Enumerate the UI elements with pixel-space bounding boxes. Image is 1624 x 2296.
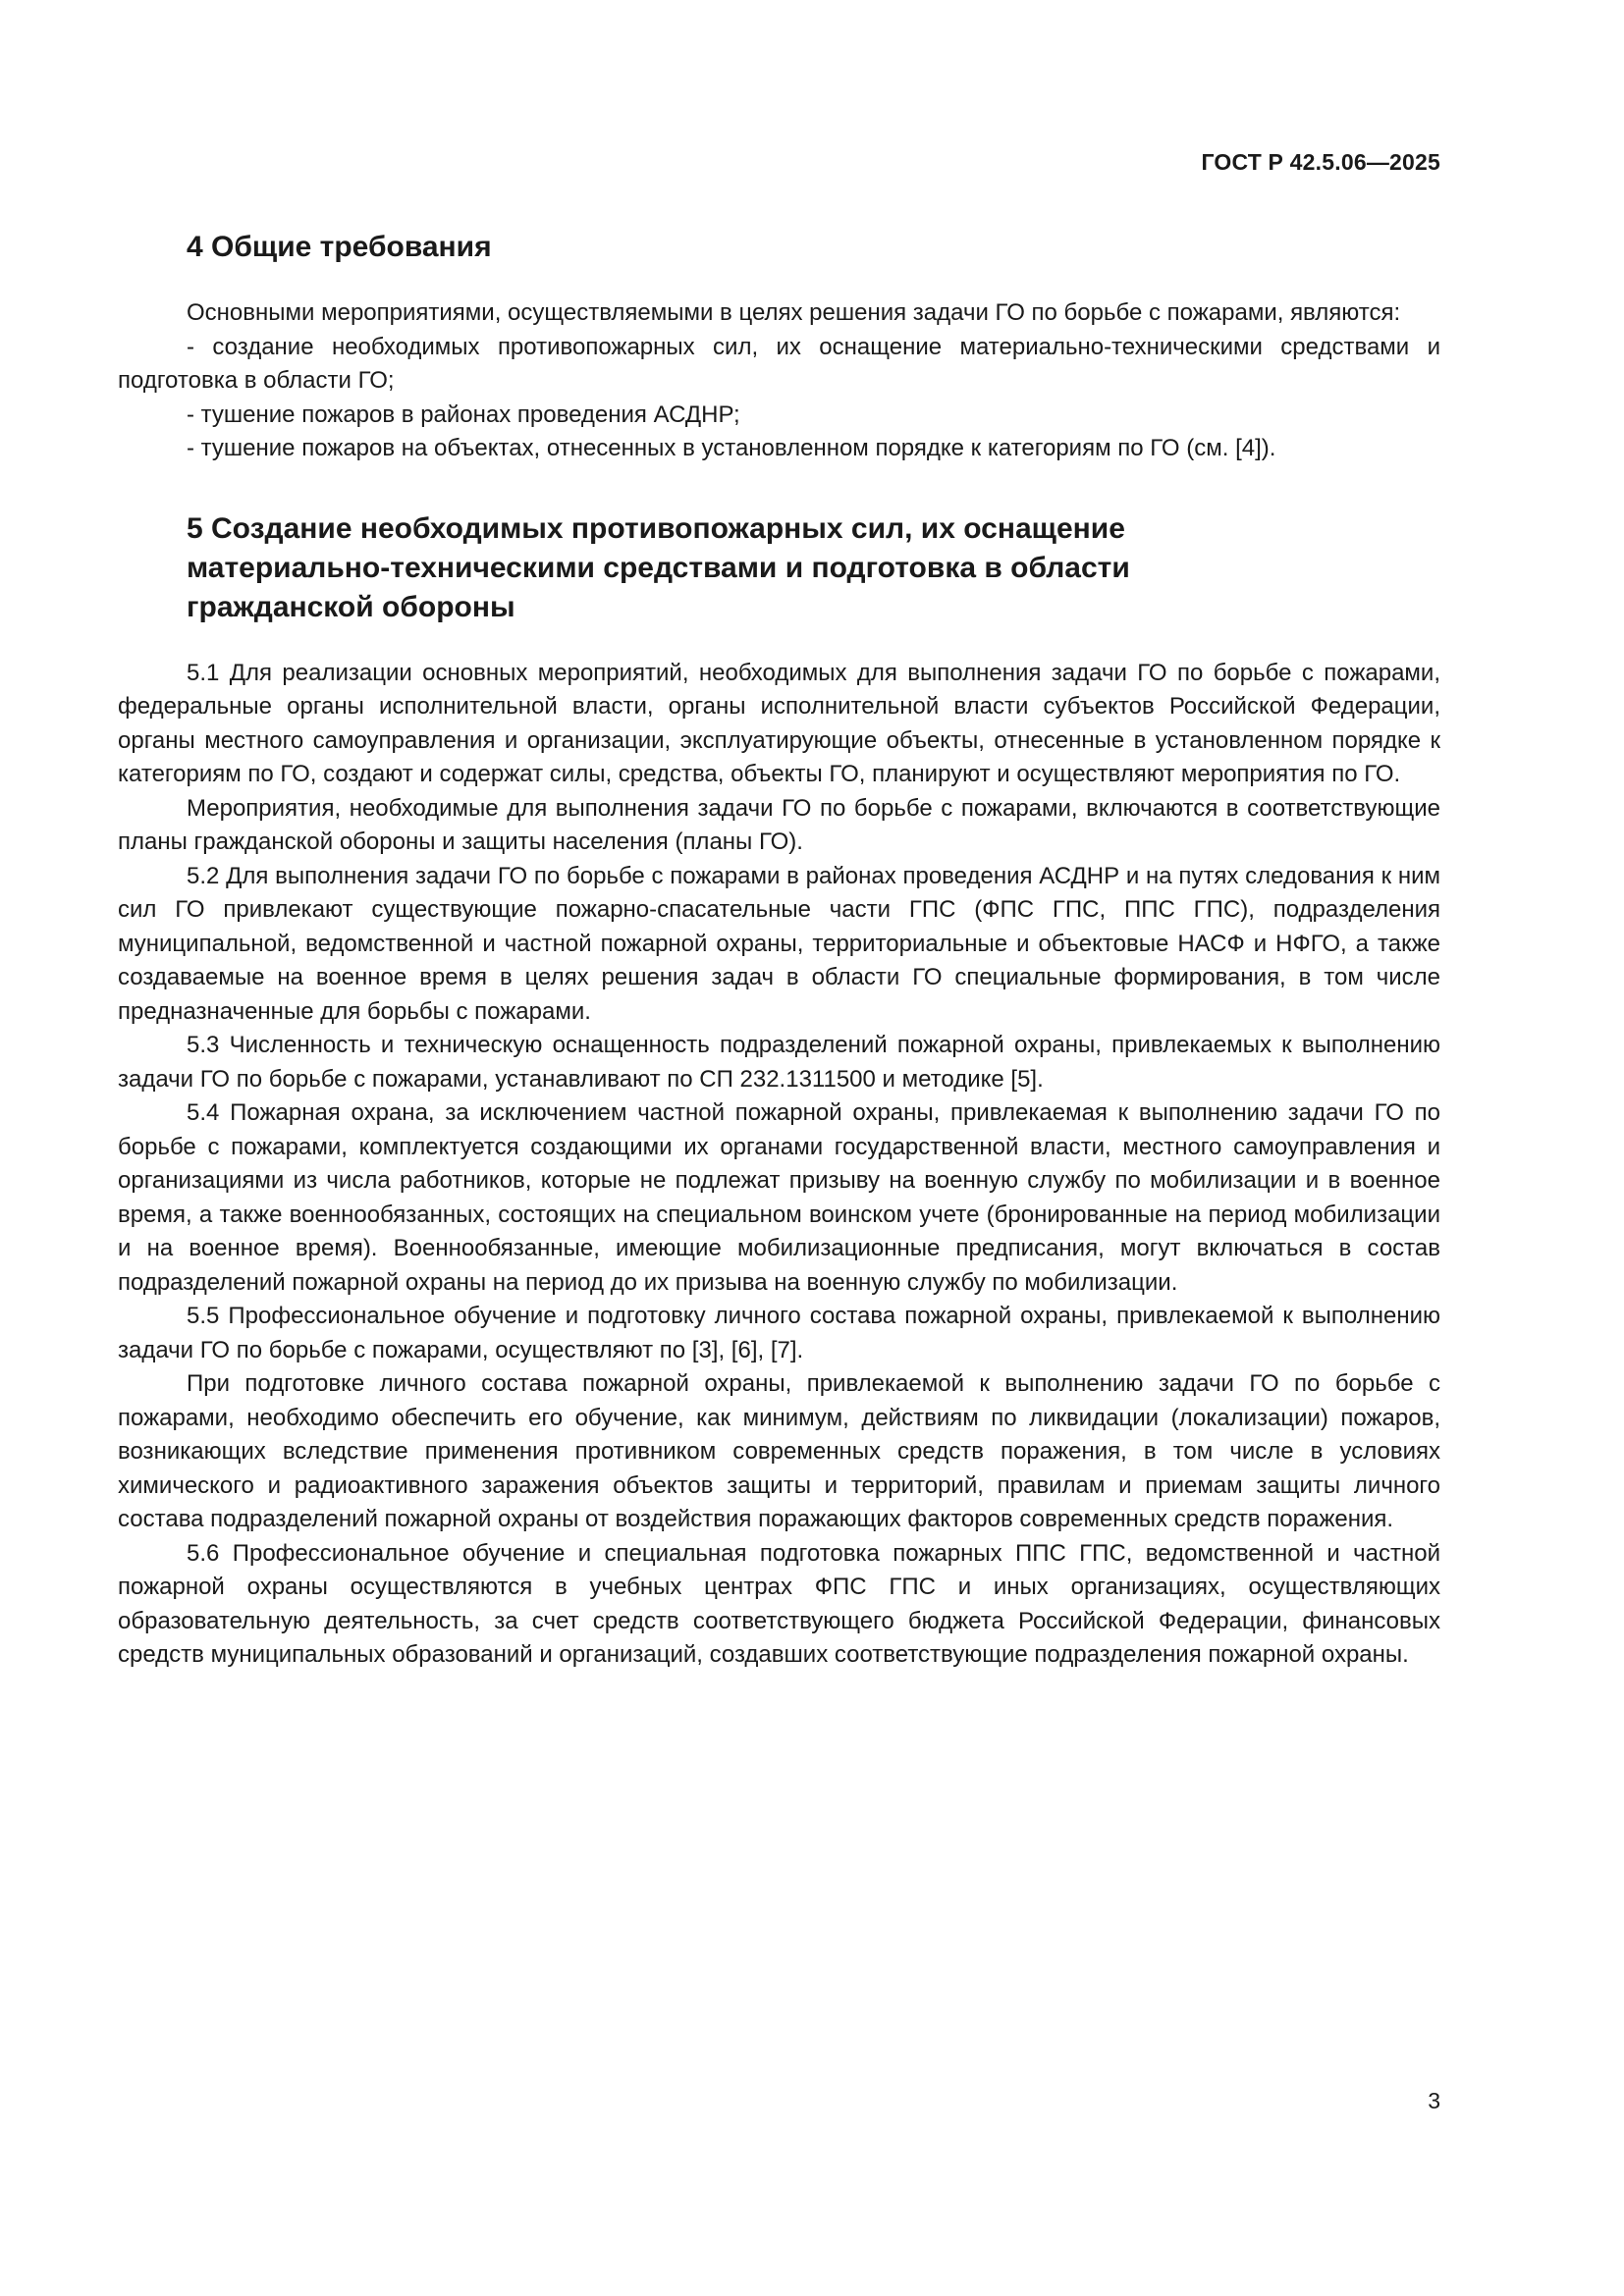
- section-4-item: - тушение пожаров на объектах, отнесенных в установленном порядке к категориям по ГО (см. [4]).: [187, 435, 1276, 461]
- paragraph-5-5: 5.5 Профессиональное обучение и подготовку личного состава пожарной охраны, привлекаемой к выполнению задачи ГО по борьбе с пожарами, осуществляют по [3], [6], [7].: [118, 1303, 1440, 1363]
- section-4-title: 4 Общие требования: [187, 231, 492, 263]
- paragraph-5-2: 5.2 Для выполнения задачи ГО по борьбе с пожарами в районах проведения АСДНР и на путях следования к ним сил ГО привлекают существующие пожарно-спасательные части ГПС (ФПС ГПС, ППС ГПС), подразделения муниципальной, ведомственной и частной пожарной охраны, территориальные и объектовые НАСФ и НФГО, а также создаваемые на военное время в целях решения задач в области ГО специальные формирования, в том числе предназначенные для борьбы с пожарами.: [118, 862, 1440, 1025]
- paragraph-5-5-training: При подготовке личного состава пожарной охраны, привлекаемой к выполнению задачи ГО по борьбе с пожарами, необходимо обеспечить его обучение, как минимум, действиям по ликвидации (локализации) пожаров, возникающих вследствие применения противником современных средств поражения, в том числе в условиях химического и радиоактивного заражения объектов защиты и территорий, правилам и приемам защиты личного состава подразделений пожарной охраны от воздействия поражающих факторов современных средств поражения.: [118, 1370, 1440, 1532]
- section-4-item: - создание необходимых противопожарных сил, их оснащение материально-техническими средствами и подготовка в области ГО;: [118, 333, 1440, 394]
- paragraph-5-4: 5.4 Пожарная охрана, за исключением частной пожарной охраны, привлекаемая к выполнению задачи ГО по борьбе с пожарами, комплектуется создающими их органами государственной власти, местного самоуправления и организациями из числа работников, которые не подлежат призыву на военную службу по мобилизации и в военное время, а также военнообязанных, состоящих на специальном воинском учете (бронированные на период мобилизации и на военное время). Военнообязанные, имеющие мобилизационные предписания, могут включаться в состав подразделений пожарной охраны на период до их призыва на военную службу по мобилизации.: [118, 1099, 1440, 1296]
- section-4-intro: Основными мероприятиями, осуществляемыми в целях решения задачи ГО по борьбе с пожарами, являются:: [187, 299, 1401, 326]
- paragraph-5-1: 5.1 Для реализации основных мероприятий, необходимых для выполнения задачи ГО по борьбе с пожарами, федеральные органы исполнительной власти, органы исполнительной власти субъектов Российской Федерации, органы местного самоуправления и организации, эксплуатирующие объекты, отнесенные в установленном порядке к категориям по ГО, создают и содержат силы, средства, объекты ГО, планируют и осуществляют мероприятия по ГО.: [118, 659, 1440, 787]
- document-body: [118, 228, 1440, 1673]
- document-code: ГОСТ Р 42.5.06—2025: [1201, 149, 1440, 175]
- section-5-title: 5 Создание необходимых противопожарных сил, их оснащение материально-техническими средствами и подготовка в области гражданской обороны: [187, 511, 1130, 623]
- paragraph-5-3: 5.3 Численность и техническую оснащенность подразделений пожарной охраны, привлекаемых к выполнению задачи ГО по борьбе с пожарами, устанавливают по СП 232.1311500 и методике [5].: [118, 1032, 1440, 1093]
- paragraph-5-6: 5.6 Профессиональное обучение и специальная подготовка пожарных ППС ГПС, ведомственной и частной пожарной охраны осуществляются в учебных центрах ФПС ГПС и иных организациях, осуществляющих образовательную деятельность, за счет средств соответствующего бюджета Российской Федерации, финансовых средств муниципальных образований и организаций, создавших соответствующие подразделения пожарной охраны.: [118, 1539, 1440, 1668]
- section-4-item: - тушение пожаров в районах проведения АСДНР;: [187, 400, 740, 428]
- paragraph-5-1-measures: Мероприятия, необходимые для выполнения задачи ГО по борьбе с пожарами, включаются в соответствующие планы гражданской обороны и защиты населения (планы ГО).: [118, 794, 1440, 855]
- page-number: 3: [1428, 2088, 1440, 2113]
